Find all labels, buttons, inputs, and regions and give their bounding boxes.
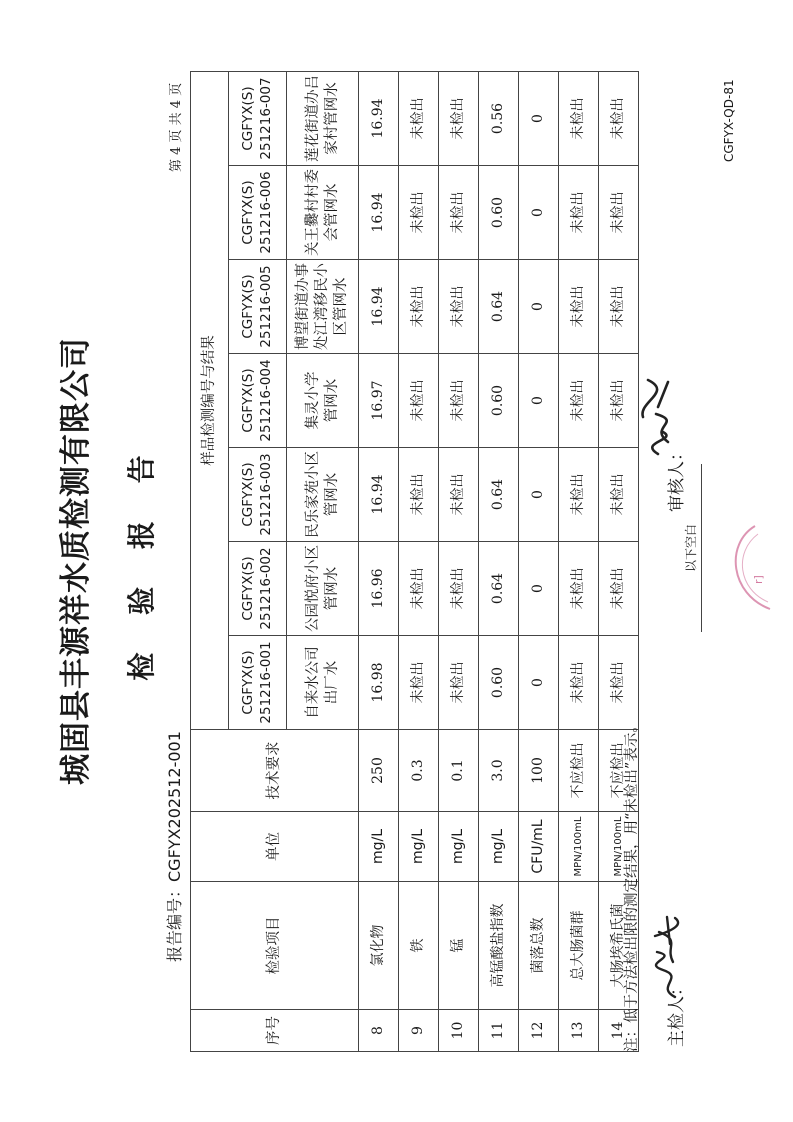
result-cell: 未检出: [439, 354, 479, 448]
result-cell: 未检出: [439, 166, 479, 260]
result-cell: 未检出: [559, 166, 599, 260]
page-info: 第 4 页 共 4 页: [169, 82, 184, 172]
row-unit: MPN/100mL: [559, 812, 599, 882]
result-cell: 16.94: [359, 72, 399, 166]
row-requirement: 250: [359, 730, 399, 812]
result-cell: 未检出: [599, 260, 639, 354]
table-row: [439, 72, 479, 1052]
row-seq: 13: [559, 1010, 599, 1052]
row-requirement: 不应检出: [599, 730, 639, 812]
sample-code-header: CGFYX(S) 251216-006: [229, 166, 287, 260]
row-requirement: 3.0: [479, 730, 519, 812]
row-item: 大肠埃希氏菌: [599, 882, 639, 1010]
table-row: [479, 72, 519, 1052]
result-cell: 0.60: [479, 166, 519, 260]
reviewer-label: 审核人：: [667, 444, 687, 512]
header-sample-group: 样品检测编号与结果: [191, 72, 229, 730]
row-requirement: 不应检出: [559, 730, 599, 812]
result-cell: 0: [519, 448, 559, 542]
row-item: 氯化物: [359, 882, 399, 1010]
result-cell: 未检出: [399, 72, 439, 166]
row-requirement: 100: [519, 730, 559, 812]
report-number-label: 报告编号：: [165, 881, 184, 962]
result-cell: 未检出: [559, 260, 599, 354]
row-item: 铁: [399, 882, 439, 1010]
result-cell: 未检出: [439, 448, 479, 542]
result-cell: 16.96: [359, 542, 399, 636]
company-name: 城固县丰源祥水质检测有限公司: [58, 337, 94, 785]
result-cell: 未检出: [399, 448, 439, 542]
footnote: 注：低于方法检出限的测定结果，用“未检出”表示。: [624, 718, 640, 1052]
report-title: 检 验 报 告: [125, 441, 158, 681]
result-cell: 16.97: [359, 354, 399, 448]
results-table: [190, 71, 639, 1052]
sample-name-header: 集灵小学 管网水: [287, 354, 359, 448]
result-cell: 未检出: [599, 636, 639, 730]
row-requirement: 0.3: [399, 730, 439, 812]
result-cell: 0: [519, 636, 559, 730]
row-unit: mg/L: [399, 812, 439, 882]
blank-below-marker: 以下空白: [682, 464, 702, 632]
result-cell: 16.94: [359, 448, 399, 542]
result-cell: 0.64: [479, 448, 519, 542]
sample-code-header: CGFYX(S) 251216-002: [229, 542, 287, 636]
sample-code-header: CGFYX(S) 251216-004: [229, 354, 287, 448]
sample-name-header: 自来水公司 出厂水: [287, 636, 359, 730]
table-row: [559, 72, 599, 1052]
result-cell: 0.64: [479, 542, 519, 636]
result-cell: 0: [519, 354, 559, 448]
table-row: [359, 72, 399, 1052]
row-seq: 14: [599, 1010, 639, 1052]
header-seq: 序号: [191, 1010, 359, 1052]
result-cell: 未检出: [599, 448, 639, 542]
row-unit: mg/L: [359, 812, 399, 882]
result-cell: 0: [519, 260, 559, 354]
table-row: [399, 72, 439, 1052]
sample-name-header: 博望街道办事 处江湾移民小 区管网水: [287, 260, 359, 354]
result-cell: 未检出: [399, 260, 439, 354]
result-cell: 0.64: [479, 260, 519, 354]
result-cell: 未检出: [439, 542, 479, 636]
row-unit: mg/L: [439, 812, 479, 882]
result-cell: 未检出: [399, 636, 439, 730]
result-cell: 16.94: [359, 260, 399, 354]
result-cell: 0.60: [479, 354, 519, 448]
result-cell: 未检出: [559, 542, 599, 636]
row-seq: 9: [399, 1010, 439, 1052]
result-cell: 未检出: [599, 542, 639, 636]
result-cell: 0.60: [479, 636, 519, 730]
row-requirement: 0.1: [439, 730, 479, 812]
result-cell: 0: [519, 72, 559, 166]
row-unit: mg/L: [479, 812, 519, 882]
result-cell: 未检出: [439, 260, 479, 354]
header-item: 检验项目: [191, 882, 359, 1010]
result-cell: 0: [519, 542, 559, 636]
result-cell: 未检出: [439, 72, 479, 166]
result-cell: 未检出: [599, 72, 639, 166]
result-cell: 16.94: [359, 166, 399, 260]
result-cell: 未检出: [559, 636, 599, 730]
result-cell: 未检出: [559, 72, 599, 166]
row-item: 菌落总数: [519, 882, 559, 1010]
row-item: 总大肠菌群: [559, 882, 599, 1010]
reviewer-signature: [628, 372, 688, 462]
result-cell: 未检出: [399, 542, 439, 636]
result-cell: 0.56: [479, 72, 519, 166]
result-cell: 未检出: [399, 354, 439, 448]
row-seq: 10: [439, 1010, 479, 1052]
report-number-value: CGFYX202512-001: [165, 731, 184, 882]
result-cell: 未检出: [559, 448, 599, 542]
sample-name-header: 公园悦府小区 管网水: [287, 542, 359, 636]
row-unit: CFU/mL: [519, 812, 559, 882]
row-unit: MPN/100mL: [599, 812, 639, 882]
result-cell: 未检出: [399, 166, 439, 260]
sample-name-header: 莲花街道办吕 家村管网水: [287, 72, 359, 166]
row-item: 高锰酸盐指数: [479, 882, 519, 1010]
result-cell: 0: [519, 166, 559, 260]
sample-name-header: 民乐家苑小区 管网水: [287, 448, 359, 542]
header-requirement: 技术要求: [191, 730, 359, 812]
inspector-label: 主检人：: [667, 979, 687, 1047]
header-unit: 单位: [191, 812, 359, 882]
sample-code-header: CGFYX(S) 251216-001: [229, 636, 287, 730]
table-row: [519, 72, 559, 1052]
report-number: [162, 731, 185, 962]
sample-code-header: CGFYX(S) 251216-007: [229, 72, 287, 166]
result-cell: 未检出: [559, 354, 599, 448]
seal-stamp-partial: [720, 524, 780, 614]
svg-text:r]: r]: [752, 575, 765, 584]
result-cell: 未检出: [599, 166, 639, 260]
row-seq: 11: [479, 1010, 519, 1052]
result-cell: 未检出: [439, 636, 479, 730]
result-cell: 未检出: [599, 354, 639, 448]
sample-code-header: CGFYX(S) 251216-005: [229, 260, 287, 354]
inspector-signature: [645, 912, 690, 1002]
form-code: CGFYX-QD-81: [722, 79, 736, 162]
row-item: 锰: [439, 882, 479, 1010]
sample-name-header: 关王爨村村委 会管网水: [287, 166, 359, 260]
row-seq: 8: [359, 1010, 399, 1052]
row-seq: 12: [519, 1010, 559, 1052]
sample-code-header: CGFYX(S) 251216-003: [229, 448, 287, 542]
result-cell: 16.98: [359, 636, 399, 730]
